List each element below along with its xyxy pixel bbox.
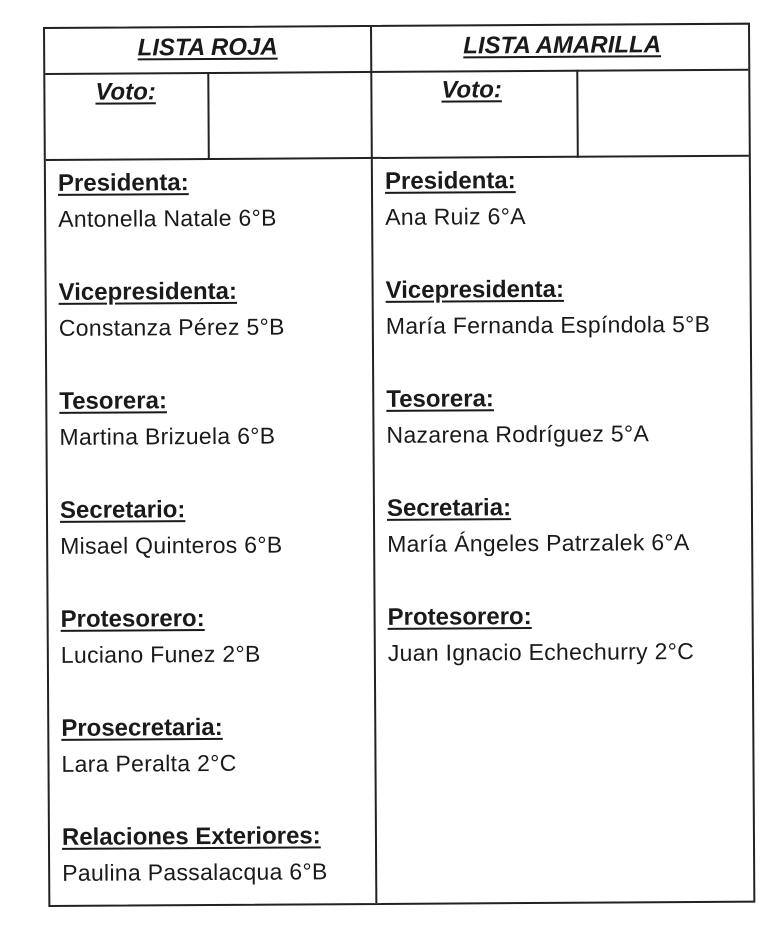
candidate-entry	[61, 601, 366, 674]
candidate-entry	[61, 710, 366, 783]
vote-label-roja: Voto:	[95, 78, 156, 106]
candidate-entry	[386, 381, 746, 454]
candidates-roja	[58, 165, 368, 930]
candidate-name: Lara Peralta 2°C	[61, 749, 237, 777]
vote-label-amarilla: Voto:	[441, 76, 502, 104]
role-label: Protesorero:	[387, 603, 532, 631]
role-label: Presidenta:	[57, 169, 189, 197]
role-label: Tesorera:	[59, 387, 167, 415]
role-label: Vicepresidenta:	[58, 277, 238, 306]
role-label: Prosecretaria:	[61, 713, 223, 742]
candidate-name: Paulina Passalacqua 6°B	[62, 858, 328, 886]
role-label: Secretaria:	[386, 494, 512, 522]
candidate-name: María Ángeles Patrzalek 6°A	[387, 529, 690, 557]
role-label: Protesorero:	[60, 605, 205, 633]
role-label: Presidenta:	[384, 167, 516, 195]
vote-box-roja[interactable]	[209, 73, 371, 158]
candidate-name: Luciano Funez 2°B	[60, 640, 261, 668]
vote-box-amarilla[interactable]	[578, 71, 753, 156]
candidate-name: Ana Ruiz 6°A	[385, 203, 526, 230]
candidate-name: María Fernanda Espíndola 5°B	[385, 310, 711, 339]
candidate-entry	[59, 383, 364, 456]
candidates-amarilla	[385, 163, 748, 710]
candidate-entry	[60, 492, 365, 565]
candidate-entry	[58, 165, 363, 238]
candidate-name: Nazarena Rodríguez 5°A	[386, 420, 650, 448]
role-label: Relaciones Exteriores:	[61, 822, 321, 851]
divider	[46, 155, 749, 161]
candidate-entry	[62, 819, 367, 892]
candidate-name: Antonella Natale 6°B	[58, 204, 277, 232]
candidate-entry	[59, 274, 364, 347]
role-label: Secretario:	[59, 496, 186, 524]
candidate-entry	[387, 490, 747, 563]
candidate-entry	[385, 163, 745, 236]
candidate-entry	[388, 599, 748, 672]
candidate-name: Constanza Pérez 5°B	[58, 313, 285, 341]
candidate-entry	[386, 272, 746, 345]
role-label: Vicepresidenta:	[385, 275, 565, 304]
candidate-name: Juan Ignacio Echechurry 2°C	[387, 638, 695, 666]
list-title-amarilla: LISTA AMARILLA	[463, 31, 662, 60]
candidate-name: Martina Brizuela 6°B	[59, 422, 276, 450]
candidate-name: Misael Quinteros 6°B	[60, 531, 283, 559]
role-label: Tesorera:	[386, 385, 494, 413]
list-title-roja: LISTA ROJA	[137, 33, 278, 62]
ballot-table	[43, 23, 755, 907]
